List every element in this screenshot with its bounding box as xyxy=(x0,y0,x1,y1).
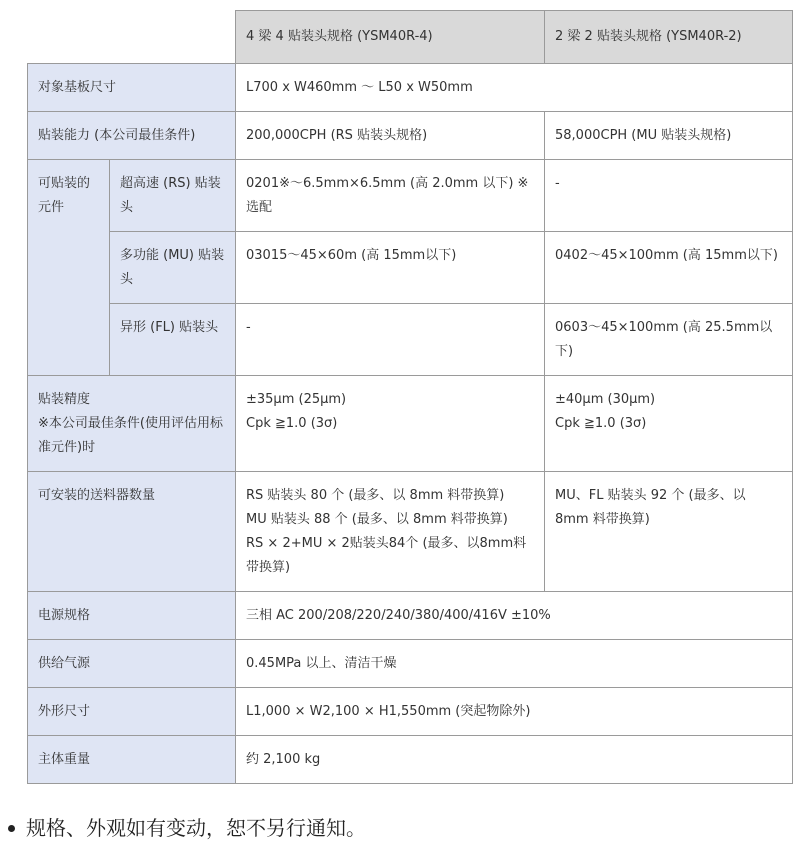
value-mu-col1: 03015～45×60m (高 15mm以下) xyxy=(236,232,545,304)
accuracy-col2-line-1: ±40μm (30μm) xyxy=(555,392,656,407)
row-fl-head xyxy=(28,304,793,376)
label-accuracy-line-2: ※本公司最佳条件(使用评估用标准元件)时 xyxy=(38,416,223,455)
value-mu-col2: 0402～45×100mm (高 15mm以下) xyxy=(545,232,793,304)
label-capacity: 贴装能力 (本公司最佳条件) xyxy=(28,112,236,160)
label-power: 电源规格 xyxy=(28,592,236,640)
value-feeders-col2: MU、FL 贴装头 92 个 (最多、以 8mm 料带换算) xyxy=(545,472,793,592)
value-fl-col2: 0603～45×100mm (高 25.5mm以下) xyxy=(545,304,793,376)
value-capacity-col2: 58,000CPH (MU 贴装头规格) xyxy=(545,112,793,160)
accuracy-col1-line-2: Cpk ≧1.0 (3σ) xyxy=(246,416,338,431)
footnote xyxy=(0,812,366,844)
value-dimensions: L1,000 × W2,100 × H1,550mm (突起物除外) xyxy=(236,688,793,736)
label-fl-head: 异形 (FL) 贴装头 xyxy=(110,304,236,376)
label-rs-head: 超高速 (RS) 贴装头 xyxy=(110,160,236,232)
corner-cell xyxy=(28,11,236,64)
label-air: 供给气源 xyxy=(28,640,236,688)
feeders-col1-line-1: RS 贴装头 80 个 (最多、以 8mm 料带换算) xyxy=(246,488,505,503)
row-weight xyxy=(28,736,793,784)
value-feeders-col1 xyxy=(236,472,545,592)
header-col2: 2 梁 2 贴装头规格 (YSM40R-2) xyxy=(545,11,793,64)
row-rs-head xyxy=(28,160,793,232)
label-accuracy-line-1: 贴装精度 xyxy=(38,392,91,407)
label-mu-head: 多功能 (MU) 贴装头 xyxy=(110,232,236,304)
value-fl-col1: - xyxy=(236,304,545,376)
value-rs-col1: 0201※～6.5mm×6.5mm (高 2.0mm 以下) ※选配 xyxy=(236,160,545,232)
label-accuracy xyxy=(28,376,236,472)
label-board-size: 对象基板尺寸 xyxy=(28,64,236,112)
row-feeders xyxy=(28,472,793,592)
spec-table xyxy=(27,10,793,784)
value-capacity-col1: 200,000CPH (RS 贴装头规格) xyxy=(236,112,545,160)
value-accuracy-col1 xyxy=(236,376,545,472)
row-dimensions xyxy=(28,688,793,736)
footnote-text: 规格、外观如有变动，恕不另行通知。 xyxy=(26,816,366,840)
row-capacity xyxy=(28,112,793,160)
row-power xyxy=(28,592,793,640)
value-rs-col2: - xyxy=(545,160,793,232)
value-power: 三相 AC 200/208/220/240/380/400/416V ±10% xyxy=(236,592,793,640)
value-weight: 约 2,100 kg xyxy=(236,736,793,784)
label-dimensions: 外形尺寸 xyxy=(28,688,236,736)
row-accuracy xyxy=(28,376,793,472)
bullet-icon xyxy=(8,825,15,832)
row-air xyxy=(28,640,793,688)
label-weight: 主体重量 xyxy=(28,736,236,784)
header-col1: 4 梁 4 贴装头规格 (YSM40R-4) xyxy=(236,11,545,64)
row-mu-head xyxy=(28,232,793,304)
row-board-size xyxy=(28,64,793,112)
accuracy-col2-line-2: Cpk ≧1.0 (3σ) xyxy=(555,416,647,431)
value-air: 0.45MPa 以上、清洁干燥 xyxy=(236,640,793,688)
value-board-size: L700 x W460mm ～ L50 x W50mm xyxy=(236,64,793,112)
label-components: 可贴装的元件 xyxy=(28,160,110,376)
accuracy-col1-line-1: ±35μm (25μm) xyxy=(246,392,347,407)
label-feeders: 可安装的送料器数量 xyxy=(28,472,236,592)
feeders-col1-line-2: MU 贴装头 88 个 (最多、以 8mm 料带换算) xyxy=(246,512,508,527)
value-accuracy-col2 xyxy=(545,376,793,472)
header-row xyxy=(28,11,793,64)
feeders-col1-line-3: RS × 2+MU × 2贴装头84个 (最多、以8mm料带换算) xyxy=(246,536,527,575)
